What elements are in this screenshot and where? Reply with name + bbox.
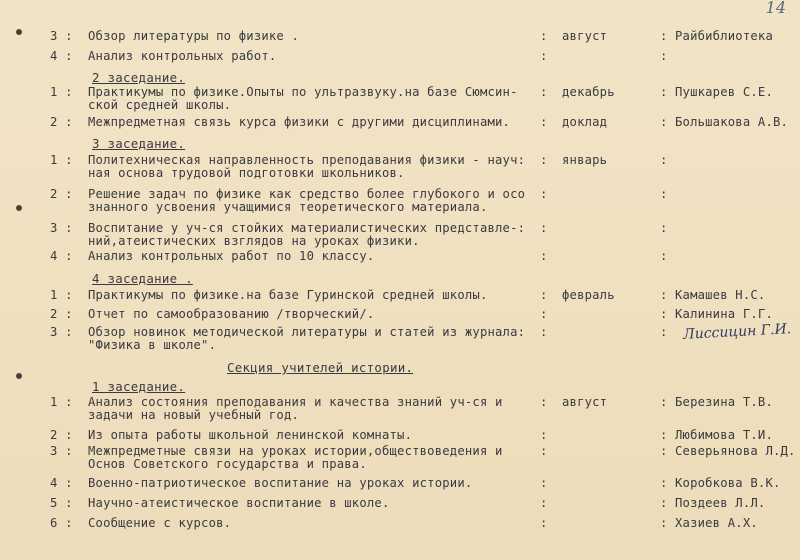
item-topic: Анализ контрольных работ по 10 классу. bbox=[88, 249, 375, 263]
column-separator: : bbox=[660, 29, 668, 43]
column-separator: : bbox=[540, 249, 548, 263]
item-responsible: Любимова Т.И. bbox=[675, 428, 773, 442]
item-number: 2 : bbox=[50, 115, 73, 129]
item-topic: знанного усвоения учащимися теоретического материала. bbox=[88, 200, 488, 214]
item-number: 2 : bbox=[50, 428, 73, 442]
item-topic: Межпредметные связи на уроках истории,обществоведения и bbox=[88, 444, 503, 458]
item-date: декабрь bbox=[562, 85, 615, 99]
item-number: 5 : bbox=[50, 496, 73, 510]
column-separator: : bbox=[660, 85, 668, 99]
item-topic: задачи на новый учебный год. bbox=[88, 408, 300, 422]
item-number: 4 : bbox=[50, 476, 73, 490]
item-number: 1 : bbox=[50, 288, 73, 302]
item-topic: Анализ контрольных работ. bbox=[88, 49, 277, 63]
item-responsible: Северьянова Л.Д. bbox=[675, 444, 796, 458]
item-responsible: Коробкова В.К. bbox=[675, 476, 781, 490]
item-topic: Основ Советского государства и права. bbox=[88, 457, 367, 471]
item-topic: Военно-патриотическое воспитание на уроках истории. bbox=[88, 476, 473, 490]
handwritten-signature: Лиссицин Г.И. bbox=[682, 321, 792, 343]
column-separator: : bbox=[660, 153, 668, 167]
item-topic: Обзор литературы по физике . bbox=[88, 29, 300, 43]
item-responsible: Камашев Н.С. bbox=[675, 288, 766, 302]
item-topic: ний,атеистических взглядов на уроках физики. bbox=[88, 234, 420, 248]
column-separator: : bbox=[540, 187, 548, 201]
item-topic: Межпредметная связь курса физики с другими дисциплинами. bbox=[88, 115, 511, 129]
item-topic: ской средней школы. bbox=[88, 98, 232, 112]
column-separator: : bbox=[660, 288, 668, 302]
item-topic: Сообщение с курсов. bbox=[88, 516, 232, 530]
meeting-heading: 2 заседание. bbox=[92, 70, 186, 85]
column-separator: : bbox=[660, 444, 668, 458]
column-separator: : bbox=[660, 307, 668, 321]
item-topic: Анализ состояния преподавания и качества знаний уч-ся и bbox=[88, 395, 503, 409]
item-number: 1 : bbox=[50, 395, 73, 409]
column-separator: : bbox=[540, 221, 548, 235]
meeting-heading: 4 заседание . bbox=[92, 271, 193, 286]
column-separator: : bbox=[540, 325, 548, 339]
column-separator: : bbox=[540, 496, 548, 510]
item-responsible: Березина Т.В. bbox=[675, 395, 773, 409]
item-topic: Обзор новинок методической литературы и статей из журнала: bbox=[88, 325, 526, 339]
column-separator: : bbox=[660, 49, 668, 63]
item-responsible: Поздеев Л.Л. bbox=[675, 496, 766, 510]
column-separator: : bbox=[660, 395, 668, 409]
item-number: 4 : bbox=[50, 249, 73, 263]
column-separator: : bbox=[540, 29, 548, 43]
column-separator: : bbox=[540, 49, 548, 63]
item-topic: Воспитание у уч-ся стойких материалистических представле-: bbox=[88, 221, 526, 235]
item-date: август bbox=[562, 29, 608, 43]
item-topic: Практикумы по физике.Опыты по ультразвуку.на базе Сюмсин- bbox=[88, 85, 518, 99]
meeting-heading: Секция учителей истории. bbox=[227, 360, 414, 375]
column-separator: : bbox=[540, 444, 548, 458]
item-number: 1 : bbox=[50, 153, 73, 167]
item-date: январь bbox=[562, 153, 608, 167]
item-responsible: Калинина Г.Г. bbox=[675, 307, 773, 321]
item-responsible: Райбиблиотека bbox=[675, 29, 773, 43]
item-number: 2 : bbox=[50, 307, 73, 321]
column-separator: : bbox=[660, 187, 668, 201]
column-separator: : bbox=[540, 307, 548, 321]
item-topic: Из опыта работы школьной ленинской комнаты. bbox=[88, 428, 413, 442]
item-topic: Решение задач по физике как средство более глубокого и осо bbox=[88, 187, 526, 201]
meeting-heading: 1 заседание. bbox=[92, 379, 186, 394]
column-separator: : bbox=[660, 496, 668, 510]
item-number: 3 : bbox=[50, 221, 73, 235]
column-separator: : bbox=[540, 516, 548, 530]
column-separator: : bbox=[540, 428, 548, 442]
column-separator: : bbox=[540, 476, 548, 490]
item-number: 3 : bbox=[50, 29, 73, 43]
item-responsible: Хазиев А.Х. bbox=[675, 516, 758, 530]
item-responsible: Большакова А.В. bbox=[675, 115, 789, 129]
column-separator: : bbox=[660, 249, 668, 263]
item-topic: Отчет по самообразованию /творческий/. bbox=[88, 307, 375, 321]
meeting-heading: 3 заседание. bbox=[92, 136, 186, 151]
column-separator: : bbox=[540, 395, 548, 409]
item-topic: Практикумы по физике.на базе Гуринской средней школы. bbox=[88, 288, 488, 302]
item-number: 6 : bbox=[50, 516, 73, 530]
item-number: 4 : bbox=[50, 49, 73, 63]
item-date: доклад bbox=[562, 115, 608, 129]
column-separator: : bbox=[540, 288, 548, 302]
item-date: август bbox=[562, 395, 608, 409]
column-separator: : bbox=[660, 325, 668, 339]
column-separator: : bbox=[660, 476, 668, 490]
item-responsible: Пушкарев С.Е. bbox=[675, 85, 773, 99]
column-separator: : bbox=[660, 115, 668, 129]
item-topic: Политехническая направленность преподавания физики - науч: bbox=[88, 153, 526, 167]
column-separator: : bbox=[660, 428, 668, 442]
item-number: 3 : bbox=[50, 325, 73, 339]
page-number: 14 bbox=[765, 0, 786, 17]
item-number: 2 : bbox=[50, 187, 73, 201]
item-topic: "Физика в школе". bbox=[88, 338, 217, 352]
column-separator: : bbox=[660, 221, 668, 235]
item-date: февраль bbox=[562, 288, 615, 302]
item-topic: ная основа трудовой подготовки школьников. bbox=[88, 166, 405, 180]
item-number: 3 : bbox=[50, 444, 73, 458]
column-separator: : bbox=[660, 516, 668, 530]
column-separator: : bbox=[540, 153, 548, 167]
item-number: 1 : bbox=[50, 85, 73, 99]
item-topic: Научно-атеистическое воспитание в школе. bbox=[88, 496, 390, 510]
column-separator: : bbox=[540, 85, 548, 99]
column-separator: : bbox=[540, 115, 548, 129]
